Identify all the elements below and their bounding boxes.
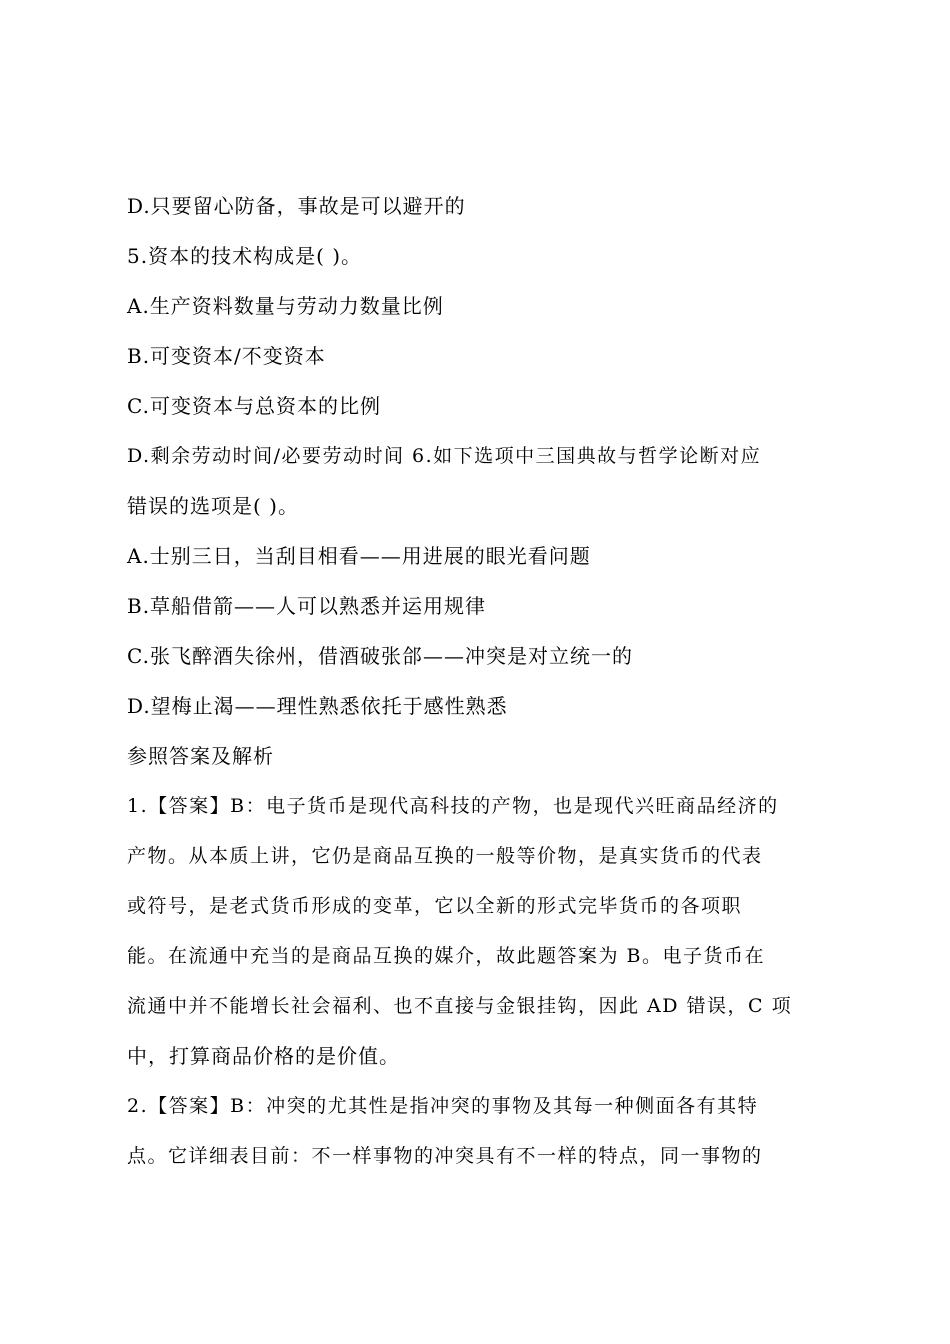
option-c-q5: C.可变资本与总资本的比例 [127,394,381,418]
option-d-q5-and-question-6: D.剩余劳动时间/必要劳动时间 6.如下选项中三国典故与哲学论断对应 [127,445,762,467]
answer-1-line-3: 或符号，是老式货币形成的变革，它以全新的形式完毕货币的各项职 [127,895,743,917]
answer-2-line-1: 2.【答案】B：冲突的尤其性是指冲突的事物及其每一种侧面各有其特 [127,1095,759,1117]
option-a-q5: A.生产资料数量与劳动力数量比例 [127,294,444,318]
answer-1-line-6: 中，打算商品价格的是价值。 [127,1044,400,1068]
answer-1-line-2: 产物。从本质上讲，它仍是商品互换的一般等价物，是真实货币的代表 [127,845,763,867]
option-a-q6: A.士别三日，当刮目相看——用进展的眼光看问题 [127,544,591,568]
option-b-q6: B.草船借箭——人可以熟悉并运用规律 [127,594,487,618]
option-c-q6: C.张飞醉酒失徐州，借酒破张郃——冲突是对立统一的 [127,644,633,668]
question-5: 5.资本的技术构成是( )。 [127,244,363,268]
answer-1-line-4: 能。在流通中充当的是商品互换的媒介，故此题答案为 B。电子货币在 [127,945,766,967]
option-d-q4: D.只要留心防备，事故是可以避开的 [127,194,466,218]
option-d-q6: D.望梅止渴——理性熟悉依托于感性熟悉 [127,694,508,718]
question-6-continued: 错误的选项是( )。 [127,494,299,518]
option-b-q5: B.可变资本/不变资本 [127,344,326,368]
answer-1-line-1: 1.【答案】B：电子货币是现代高科技的产物，也是现代兴旺商品经济的 [127,795,779,817]
answer-1-line-5: 流通中并不能增长社会福利、也不直接与金银挂钩，因此 AD 错误，C 项 [127,995,793,1017]
answers-heading: 参照答案及解析 [127,744,274,768]
answer-2-line-2: 点。它详细表目前：不一样事物的冲突具有不一样的特点，同一事物的 [127,1145,763,1167]
